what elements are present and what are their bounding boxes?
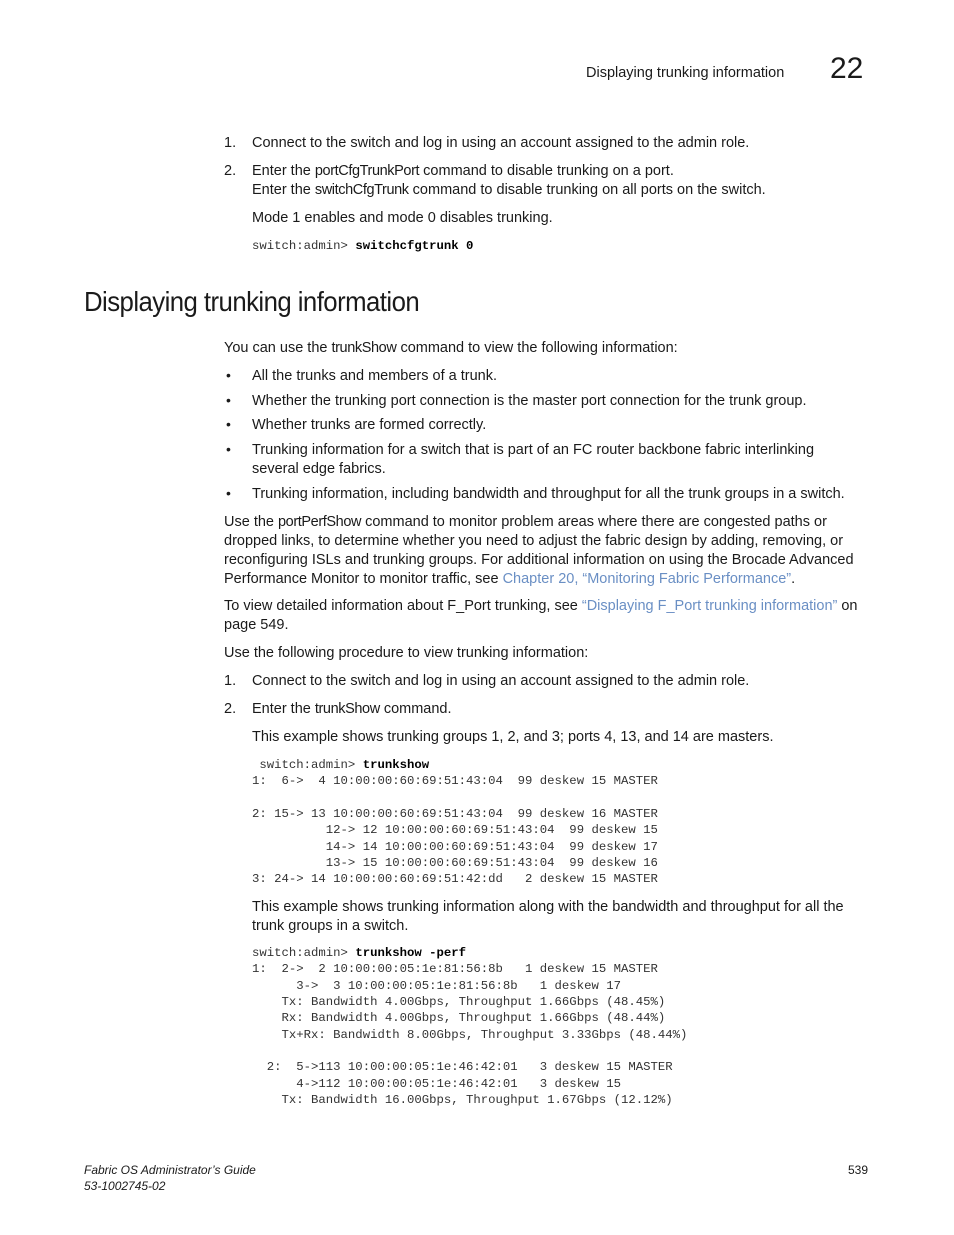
step-number: 2. <box>224 701 237 717</box>
bullet-text: Trunking information for a switch that is part of an FC router backbone fabric interlinking several edge fabrics. <box>252 442 815 477</box>
step-text: Enter the trunkShow command. <box>252 701 452 717</box>
chapter-number: 22 <box>830 52 864 85</box>
bullet-text: Whether the trunking port connection is the master port connection for the trunk group. <box>252 393 807 409</box>
step-number: 1. <box>224 135 237 151</box>
chapter-link[interactable]: Chapter 20, “Monitoring Fabric Performance” <box>502 571 792 587</box>
bullet-text: Whether trunks are formed correctly. <box>252 417 487 433</box>
code-example-trunkshow-perf: switch:admin> trunkshow -perf 1: 2-> 2 10:00:00:05:1e:81:56:8b 1 deskew 15 MASTER 3-> 3 10:00:00:05:1e:81:56:8b 1 deskew 17 Tx: Bandwidth 4.00Gbps, Throughput 1.66Gbps (48.45%) Rx: Bandwidth 4.00Gbps, Throughput 1.66Gbps (48.44%) Tx+Rx: Bandwidth 8.00Gbps, Throughput 3.33Gbps (48.44%) 2: 5->113 10:00:00:05:1e:46:42:01 3 deskew 15 MASTER 4->112 10:00:00:05:1e:46:42:01 3 deskew 15 Tx: Bandwidth 16.00Gbps, Throughput 1.67Gbps (12.12%) <box>252 946 688 1108</box>
running-header-title: Displaying trunking information <box>586 65 785 81</box>
step-text: Connect to the switch and log in using an account assigned to the admin role. <box>252 135 750 151</box>
footer-page-number: 539 <box>848 1163 869 1177</box>
footer-doc-number: 53-1002745-02 <box>84 1179 166 1193</box>
bullet-marker: • <box>226 367 231 383</box>
fport-link[interactable]: “Displaying F_Port trunking information” <box>581 598 838 614</box>
step-text: Enter the portCfgTrunkPort command to disable trunking on a port. Enter the switchCfgTrunk command to disable trunking on all ports on the switch. <box>252 163 766 198</box>
note-text: Mode 1 enables and mode 0 disables trunking. <box>252 210 553 226</box>
code-example-trunkshow: switch:admin> trunkshow 1: 6-> 4 10:00:00:60:69:51:43:04 99 deskew 15 MASTER 2: 15-> 13 10:00:00:60:69:51:43:04 99 deskew 16 MASTER 12-> 12 10:00:00:60:69:51:43:04 99 deskew 15 14-> 14 10:00:00:60:69:51:43:04 99 deskew 17 13-> 15 10:00:00:60:69:51:43:04 99 deskew 16 3: 24-> 14 10:00:00:60:69:51:42:dd 2 deskew 15 MASTER <box>252 758 658 887</box>
fport-paragraph: To view detailed information about F_Port trunking, see “Displaying F_Port trunking information” on page 549. <box>224 598 858 633</box>
command-name: trunkShow <box>331 340 397 356</box>
bullet-marker: • <box>226 485 231 501</box>
example-description: This example shows trunking groups 1, 2, and 3; ports 4, 13, and 14 are masters. <box>252 729 774 745</box>
footer-guide-title: Fabric OS Administrator’s Guide <box>84 1163 256 1177</box>
bullet-text: All the trunks and members of a trunk. <box>252 368 497 384</box>
command-name: portCfgTrunkPort <box>314 163 420 179</box>
step-number: 1. <box>224 673 237 689</box>
intro-paragraph: You can use the trunkShow command to view the following information: <box>224 340 678 356</box>
step-number: 2. <box>224 163 237 179</box>
procedure-intro: Use the following procedure to view trunking information: <box>224 645 589 661</box>
command-name: portPerfShow <box>278 514 362 530</box>
bullet-marker: • <box>226 441 231 457</box>
bullet-marker: • <box>226 392 231 408</box>
bullet-marker: • <box>226 416 231 432</box>
command-name: trunkShow <box>314 701 380 717</box>
bullet-text: Trunking information, including bandwidth and throughput for all the trunk groups in a switch. <box>252 486 845 502</box>
step-text: Connect to the switch and log in using an account assigned to the admin role. <box>252 673 750 689</box>
perf-paragraph: Use the portPerfShow command to monitor problem areas where there are congested paths or dropped links, to determine whether you need to adjust the fabric design by adding, removing, or reconfiguring ISLs and trunking groups. For additional information on using the Brocade Advanced Performance Monitor to monitor traffic, see Chapter 20, “Monitoring Fabric Performance”. <box>224 514 854 587</box>
code-example: switch:admin> switchcfgtrunk 0 <box>252 239 474 253</box>
section-heading: Displaying trunking information <box>84 286 420 317</box>
command-name: switchCfgTrunk <box>314 182 409 198</box>
example-description: This example shows trunking information along with the bandwidth and throughput for all the trunk groups in a switch. <box>252 899 844 934</box>
